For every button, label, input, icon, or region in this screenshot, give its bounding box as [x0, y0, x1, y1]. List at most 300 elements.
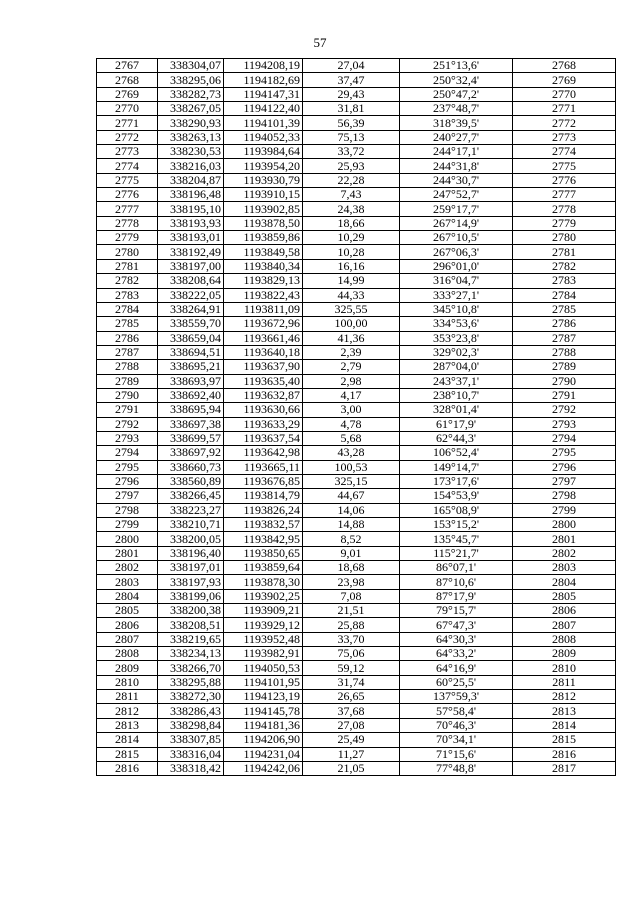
direction-angle-cell: 115°21,7' [400, 546, 513, 560]
x-coordinate-cell: 338197,01 [158, 561, 224, 575]
next-point-cell: 2805 [513, 589, 616, 603]
point-number-cell: 2807 [97, 632, 158, 646]
y-coordinate-cell: 1193982,91 [224, 647, 303, 661]
y-coordinate-cell: 1193930,79 [224, 173, 303, 187]
table-row [97, 417, 616, 431]
table-row [97, 532, 616, 546]
point-number-cell: 2780 [97, 245, 158, 259]
x-coordinate-cell: 338697,38 [158, 417, 224, 431]
direction-angle-cell: 267°06,3' [400, 245, 513, 259]
point-number-cell: 2796 [97, 474, 158, 488]
table-row [97, 216, 616, 230]
y-coordinate-cell: 1193811,09 [224, 302, 303, 316]
next-point-cell: 2790 [513, 374, 616, 388]
direction-angle-cell: 135°45,7' [400, 532, 513, 546]
next-point-cell: 2817 [513, 761, 616, 775]
distance-cell: 4,78 [303, 417, 400, 431]
table-row [97, 489, 616, 503]
distance-cell: 25,49 [303, 733, 400, 747]
x-coordinate-cell: 338230,53 [158, 145, 224, 159]
x-coordinate-cell: 338234,13 [158, 647, 224, 661]
x-coordinate-cell: 338699,57 [158, 431, 224, 445]
y-coordinate-cell: 1193826,24 [224, 503, 303, 517]
x-coordinate-cell: 338659,04 [158, 331, 224, 345]
y-coordinate-cell: 1193850,65 [224, 546, 303, 560]
point-number-cell: 2802 [97, 561, 158, 575]
y-coordinate-cell: 1194206,90 [224, 733, 303, 747]
x-coordinate-cell: 338204,87 [158, 173, 224, 187]
next-point-cell: 2774 [513, 145, 616, 159]
distance-cell: 325,15 [303, 474, 400, 488]
direction-angle-cell: 86°07,1' [400, 561, 513, 575]
table-row [97, 518, 616, 532]
table-row [97, 59, 616, 73]
table-row [97, 546, 616, 560]
distance-cell: 26,65 [303, 690, 400, 704]
x-coordinate-cell: 338304,07 [158, 59, 224, 73]
direction-angle-cell: 77°48,8' [400, 761, 513, 775]
table-row [97, 317, 616, 331]
point-number-cell: 2785 [97, 317, 158, 331]
direction-angle-cell: 250°47,2' [400, 87, 513, 101]
next-point-cell: 2783 [513, 274, 616, 288]
table-row [97, 259, 616, 273]
point-number-cell: 2791 [97, 403, 158, 417]
x-coordinate-cell: 338219,65 [158, 632, 224, 646]
y-coordinate-cell: 1193954,20 [224, 159, 303, 173]
point-number-cell: 2770 [97, 102, 158, 116]
point-number-cell: 2777 [97, 202, 158, 216]
distance-cell: 11,27 [303, 747, 400, 761]
next-point-cell: 2794 [513, 431, 616, 445]
point-number-cell: 2793 [97, 431, 158, 445]
next-point-cell: 2808 [513, 632, 616, 646]
table-row [97, 704, 616, 718]
distance-cell: 7,08 [303, 589, 400, 603]
direction-angle-cell: 153°15,2' [400, 518, 513, 532]
next-point-cell: 2768 [513, 59, 616, 73]
direction-angle-cell: 173°17,6' [400, 474, 513, 488]
y-coordinate-cell: 1193814,79 [224, 489, 303, 503]
y-coordinate-cell: 1193822,43 [224, 288, 303, 302]
next-point-cell: 2815 [513, 733, 616, 747]
point-number-cell: 2776 [97, 188, 158, 202]
x-coordinate-cell: 338692,40 [158, 388, 224, 402]
point-number-cell: 2783 [97, 288, 158, 302]
next-point-cell: 2785 [513, 302, 616, 316]
table-row [97, 374, 616, 388]
table-row [97, 202, 616, 216]
distance-cell: 75,13 [303, 130, 400, 144]
direction-angle-cell: 244°17,1' [400, 145, 513, 159]
x-coordinate-cell: 338286,43 [158, 704, 224, 718]
distance-cell: 100,00 [303, 317, 400, 331]
direction-angle-cell: 250°32,4' [400, 73, 513, 87]
direction-angle-cell: 334°53,6' [400, 317, 513, 331]
point-number-cell: 2798 [97, 503, 158, 517]
distance-cell: 31,74 [303, 675, 400, 689]
y-coordinate-cell: 1193637,90 [224, 360, 303, 374]
x-coordinate-cell: 338195,10 [158, 202, 224, 216]
distance-cell: 10,28 [303, 245, 400, 259]
y-coordinate-cell: 1194231,04 [224, 747, 303, 761]
table-row [97, 388, 616, 402]
x-coordinate-cell: 338307,85 [158, 733, 224, 747]
y-coordinate-cell: 1193630,66 [224, 403, 303, 417]
direction-angle-cell: 70°34,1' [400, 733, 513, 747]
y-coordinate-cell: 1193929,12 [224, 618, 303, 632]
next-point-cell: 2781 [513, 245, 616, 259]
y-coordinate-cell: 1194122,40 [224, 102, 303, 116]
point-number-cell: 2788 [97, 360, 158, 374]
point-number-cell: 2805 [97, 604, 158, 618]
table-row [97, 245, 616, 259]
x-coordinate-cell: 338264,91 [158, 302, 224, 316]
direction-angle-cell: 318°39,5' [400, 116, 513, 130]
x-coordinate-cell: 338223,27 [158, 503, 224, 517]
x-coordinate-cell: 338197,93 [158, 575, 224, 589]
distance-cell: 44,67 [303, 489, 400, 503]
next-point-cell: 2806 [513, 604, 616, 618]
table-row [97, 474, 616, 488]
direction-angle-cell: 70°46,3' [400, 718, 513, 732]
next-point-cell: 2816 [513, 747, 616, 761]
next-point-cell: 2804 [513, 575, 616, 589]
next-point-cell: 2773 [513, 130, 616, 144]
distance-cell: 16,16 [303, 259, 400, 273]
next-point-cell: 2796 [513, 460, 616, 474]
point-number-cell: 2795 [97, 460, 158, 474]
point-number-cell: 2816 [97, 761, 158, 775]
direction-angle-cell: 67°47,3' [400, 618, 513, 632]
next-point-cell: 2786 [513, 317, 616, 331]
next-point-cell: 2807 [513, 618, 616, 632]
point-number-cell: 2801 [97, 546, 158, 560]
direction-angle-cell: 87°10,6' [400, 575, 513, 589]
next-point-cell: 2795 [513, 446, 616, 460]
direction-angle-cell: 57°58,4' [400, 704, 513, 718]
point-number-cell: 2767 [97, 59, 158, 73]
table-row [97, 159, 616, 173]
direction-angle-cell: 267°14,9' [400, 216, 513, 230]
y-coordinate-cell: 1193665,11 [224, 460, 303, 474]
x-coordinate-cell: 338208,51 [158, 618, 224, 632]
table-row [97, 604, 616, 618]
next-point-cell: 2792 [513, 403, 616, 417]
point-number-cell: 2768 [97, 73, 158, 87]
distance-cell: 56,39 [303, 116, 400, 130]
y-coordinate-cell: 1193640,18 [224, 345, 303, 359]
table-row [97, 345, 616, 359]
distance-cell: 18,68 [303, 561, 400, 575]
x-coordinate-cell: 338222,05 [158, 288, 224, 302]
direction-angle-cell: 238°10,7' [400, 388, 513, 402]
x-coordinate-cell: 338693,97 [158, 374, 224, 388]
distance-cell: 29,43 [303, 87, 400, 101]
y-coordinate-cell: 1194101,39 [224, 116, 303, 130]
distance-cell: 59,12 [303, 661, 400, 675]
distance-cell: 21,05 [303, 761, 400, 775]
next-point-cell: 2772 [513, 116, 616, 130]
direction-angle-cell: 247°52,7' [400, 188, 513, 202]
direction-angle-cell: 287°04,0' [400, 360, 513, 374]
y-coordinate-cell: 1193842,95 [224, 532, 303, 546]
table-row [97, 747, 616, 761]
x-coordinate-cell: 338193,01 [158, 231, 224, 245]
point-number-cell: 2815 [97, 747, 158, 761]
x-coordinate-cell: 338266,45 [158, 489, 224, 503]
table-row [97, 675, 616, 689]
y-coordinate-cell: 1194145,78 [224, 704, 303, 718]
direction-angle-cell: 60°25,5' [400, 675, 513, 689]
next-point-cell: 2798 [513, 489, 616, 503]
direction-angle-cell: 137°59,3' [400, 690, 513, 704]
coordinates-table-body [97, 59, 616, 776]
table-row [97, 690, 616, 704]
table-row [97, 632, 616, 646]
distance-cell: 2,39 [303, 345, 400, 359]
next-point-cell: 2775 [513, 159, 616, 173]
table-row [97, 661, 616, 675]
distance-cell: 7,43 [303, 188, 400, 202]
y-coordinate-cell: 1193910,15 [224, 188, 303, 202]
distance-cell: 33,70 [303, 632, 400, 646]
point-number-cell: 2797 [97, 489, 158, 503]
x-coordinate-cell: 338282,73 [158, 87, 224, 101]
y-coordinate-cell: 1193832,57 [224, 518, 303, 532]
table-row [97, 87, 616, 101]
x-coordinate-cell: 338695,94 [158, 403, 224, 417]
y-coordinate-cell: 1193952,48 [224, 632, 303, 646]
distance-cell: 37,68 [303, 704, 400, 718]
distance-cell: 25,88 [303, 618, 400, 632]
y-coordinate-cell: 1193909,21 [224, 604, 303, 618]
point-number-cell: 2813 [97, 718, 158, 732]
direction-angle-cell: 71°15,6' [400, 747, 513, 761]
direction-angle-cell: 244°30,7' [400, 173, 513, 187]
next-point-cell: 2776 [513, 173, 616, 187]
coordinates-table [96, 58, 616, 776]
x-coordinate-cell: 338267,05 [158, 102, 224, 116]
next-point-cell: 2784 [513, 288, 616, 302]
table-row [97, 116, 616, 130]
table-row [97, 102, 616, 116]
distance-cell: 22,28 [303, 173, 400, 187]
distance-cell: 41,36 [303, 331, 400, 345]
table-row [97, 302, 616, 316]
point-number-cell: 2800 [97, 532, 158, 546]
y-coordinate-cell: 1194182,69 [224, 73, 303, 87]
next-point-cell: 2803 [513, 561, 616, 575]
distance-cell: 4,17 [303, 388, 400, 402]
point-number-cell: 2784 [97, 302, 158, 316]
point-number-cell: 2794 [97, 446, 158, 460]
point-number-cell: 2804 [97, 589, 158, 603]
x-coordinate-cell: 338199,06 [158, 589, 224, 603]
distance-cell: 3,00 [303, 403, 400, 417]
x-coordinate-cell: 338316,04 [158, 747, 224, 761]
x-coordinate-cell: 338193,93 [158, 216, 224, 230]
table-row [97, 733, 616, 747]
x-coordinate-cell: 338560,89 [158, 474, 224, 488]
distance-cell: 9,01 [303, 546, 400, 560]
y-coordinate-cell: 1193902,85 [224, 202, 303, 216]
x-coordinate-cell: 338200,05 [158, 532, 224, 546]
x-coordinate-cell: 338263,13 [158, 130, 224, 144]
y-coordinate-cell: 1194050,53 [224, 661, 303, 675]
x-coordinate-cell: 338318,42 [158, 761, 224, 775]
point-number-cell: 2812 [97, 704, 158, 718]
y-coordinate-cell: 1193878,50 [224, 216, 303, 230]
point-number-cell: 2772 [97, 130, 158, 144]
point-number-cell: 2781 [97, 259, 158, 273]
table-row [97, 360, 616, 374]
next-point-cell: 2800 [513, 518, 616, 532]
direction-angle-cell: 251°13,6' [400, 59, 513, 73]
direction-angle-cell: 64°33,2' [400, 647, 513, 661]
y-coordinate-cell: 1193840,34 [224, 259, 303, 273]
point-number-cell: 2787 [97, 345, 158, 359]
distance-cell: 14,99 [303, 274, 400, 288]
y-coordinate-cell: 1193829,13 [224, 274, 303, 288]
direction-angle-cell: 345°10,8' [400, 302, 513, 316]
distance-cell: 75,06 [303, 647, 400, 661]
point-number-cell: 2771 [97, 116, 158, 130]
distance-cell: 5,68 [303, 431, 400, 445]
next-point-cell: 2814 [513, 718, 616, 732]
x-coordinate-cell: 338272,30 [158, 690, 224, 704]
point-number-cell: 2811 [97, 690, 158, 704]
distance-cell: 23,98 [303, 575, 400, 589]
x-coordinate-cell: 338559,70 [158, 317, 224, 331]
direction-angle-cell: 64°16,9' [400, 661, 513, 675]
y-coordinate-cell: 1193676,85 [224, 474, 303, 488]
x-coordinate-cell: 338660,73 [158, 460, 224, 474]
next-point-cell: 2769 [513, 73, 616, 87]
distance-cell: 43,28 [303, 446, 400, 460]
x-coordinate-cell: 338266,70 [158, 661, 224, 675]
next-point-cell: 2788 [513, 345, 616, 359]
distance-cell: 2,79 [303, 360, 400, 374]
distance-cell: 25,93 [303, 159, 400, 173]
table-row [97, 647, 616, 661]
direction-angle-cell: 328°01,4' [400, 403, 513, 417]
direction-angle-cell: 296°01,0' [400, 259, 513, 273]
table-row [97, 331, 616, 345]
table-row [97, 130, 616, 144]
next-point-cell: 2779 [513, 216, 616, 230]
next-point-cell: 2777 [513, 188, 616, 202]
y-coordinate-cell: 1194242,06 [224, 761, 303, 775]
y-coordinate-cell: 1193633,29 [224, 417, 303, 431]
y-coordinate-cell: 1193637,54 [224, 431, 303, 445]
y-coordinate-cell: 1194181,36 [224, 718, 303, 732]
direction-angle-cell: 149°14,7' [400, 460, 513, 474]
point-number-cell: 2808 [97, 647, 158, 661]
direction-angle-cell: 259°17,7' [400, 202, 513, 216]
point-number-cell: 2799 [97, 518, 158, 532]
x-coordinate-cell: 338196,48 [158, 188, 224, 202]
next-point-cell: 2780 [513, 231, 616, 245]
x-coordinate-cell: 338208,64 [158, 274, 224, 288]
x-coordinate-cell: 338210,71 [158, 518, 224, 532]
table-row [97, 460, 616, 474]
next-point-cell: 2771 [513, 102, 616, 116]
point-number-cell: 2775 [97, 173, 158, 187]
direction-angle-cell: 154°53,9' [400, 489, 513, 503]
distance-cell: 8,52 [303, 532, 400, 546]
y-coordinate-cell: 1194208,19 [224, 59, 303, 73]
direction-angle-cell: 243°37,1' [400, 374, 513, 388]
next-point-cell: 2812 [513, 690, 616, 704]
direction-angle-cell: 79°15,7' [400, 604, 513, 618]
y-coordinate-cell: 1193984,64 [224, 145, 303, 159]
direction-angle-cell: 237°48,7' [400, 102, 513, 116]
table-row [97, 503, 616, 517]
direction-angle-cell: 329°02,3' [400, 345, 513, 359]
x-coordinate-cell: 338298,84 [158, 718, 224, 732]
x-coordinate-cell: 338200,38 [158, 604, 224, 618]
next-point-cell: 2813 [513, 704, 616, 718]
next-point-cell: 2793 [513, 417, 616, 431]
direction-angle-cell: 106°52,4' [400, 446, 513, 460]
next-point-cell: 2789 [513, 360, 616, 374]
point-number-cell: 2769 [97, 87, 158, 101]
table-row [97, 73, 616, 87]
table-row [97, 431, 616, 445]
x-coordinate-cell: 338295,06 [158, 73, 224, 87]
point-number-cell: 2779 [97, 231, 158, 245]
distance-cell: 14,06 [303, 503, 400, 517]
point-number-cell: 2809 [97, 661, 158, 675]
next-point-cell: 2770 [513, 87, 616, 101]
direction-angle-cell: 333°27,1' [400, 288, 513, 302]
next-point-cell: 2787 [513, 331, 616, 345]
x-coordinate-cell: 338216,03 [158, 159, 224, 173]
table-row [97, 761, 616, 775]
direction-angle-cell: 87°17,9' [400, 589, 513, 603]
y-coordinate-cell: 1193672,96 [224, 317, 303, 331]
distance-cell: 33,72 [303, 145, 400, 159]
next-point-cell: 2802 [513, 546, 616, 560]
table-row [97, 288, 616, 302]
table-row [97, 173, 616, 187]
direction-angle-cell: 244°31,8' [400, 159, 513, 173]
point-number-cell: 2814 [97, 733, 158, 747]
y-coordinate-cell: 1194123,19 [224, 690, 303, 704]
point-number-cell: 2773 [97, 145, 158, 159]
table-row [97, 561, 616, 575]
table-row [97, 188, 616, 202]
y-coordinate-cell: 1193632,87 [224, 388, 303, 402]
table-row [97, 403, 616, 417]
page-number: 57 [313, 35, 327, 50]
next-point-cell: 2810 [513, 661, 616, 675]
distance-cell: 325,55 [303, 302, 400, 316]
point-number-cell: 2778 [97, 216, 158, 230]
point-number-cell: 2789 [97, 374, 158, 388]
point-number-cell: 2806 [97, 618, 158, 632]
distance-cell: 27,08 [303, 718, 400, 732]
point-number-cell: 2810 [97, 675, 158, 689]
point-number-cell: 2792 [97, 417, 158, 431]
table-row [97, 274, 616, 288]
table-row [97, 575, 616, 589]
y-coordinate-cell: 1193878,30 [224, 575, 303, 589]
distance-cell: 31,81 [303, 102, 400, 116]
next-point-cell: 2811 [513, 675, 616, 689]
y-coordinate-cell: 1194052,33 [224, 130, 303, 144]
